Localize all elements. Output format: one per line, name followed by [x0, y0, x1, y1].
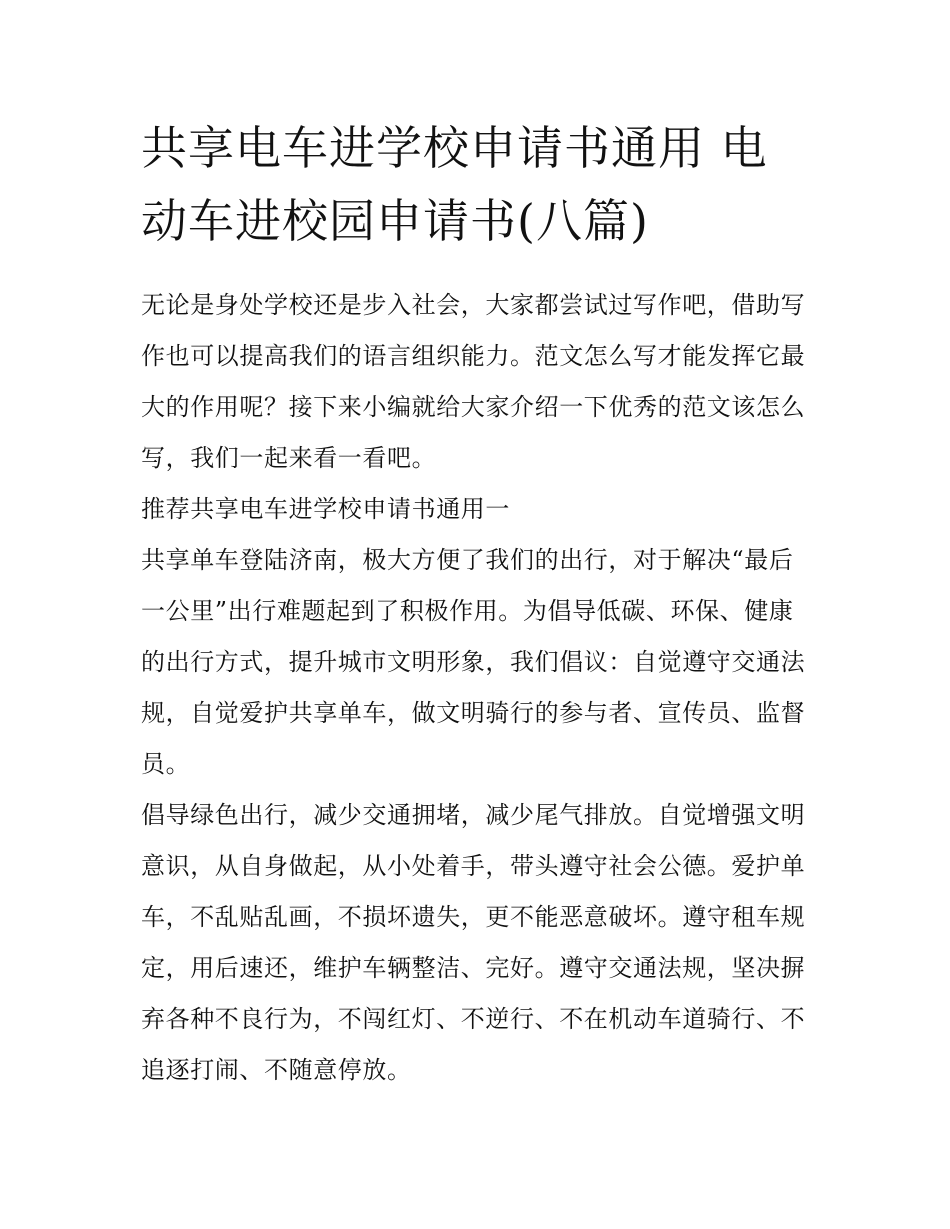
intro-paragraph: 无论是身处学校还是步入社会，大家都尝试过写作吧，借助写作也可以提高我们的语言组织能力。范文怎么写才能发挥它最大的作用呢？接下来小编就给大家介绍一下优秀的范文该怎么写，我们一起来看一看吧。	[141, 291, 806, 472]
body-paragraph: 共享单车登陆济南，极大方便了我们的出行，对于解决“最后一公里”出行难题起到了积极作用。为倡导低碳、环保、健康的出行方式，提升城市文明形象，我们倡议：自觉遵守交通法规，自觉爱护共享单车，做文明骑行的参与者、宣传员、监督员。	[141, 546, 806, 778]
document-page	[141, 112, 813, 1096]
section-heading: 推荐共享电车进学校申请书通用一	[141, 495, 510, 523]
document-title: 共享电车进学校申请书通用 电动车进校园申请书(八篇)	[141, 121, 768, 248]
body-paragraph: 倡导绿色出行，减少交通拥堵，减少尾气排放。自觉增强文明意识，从自身做起，从小处着手，带头遵守社会公德。爱护单车，不乱贴乱画，不损坏遗失，更不能恶意破坏。遵守租车规定，用后速还，维护车辆整洁、完好。遵守交通法规，坚决摒弃各种不良行为，不闯红灯、不逆行、不在机动车道骑行、不追逐打闹、不随意停放。	[141, 801, 806, 1084]
